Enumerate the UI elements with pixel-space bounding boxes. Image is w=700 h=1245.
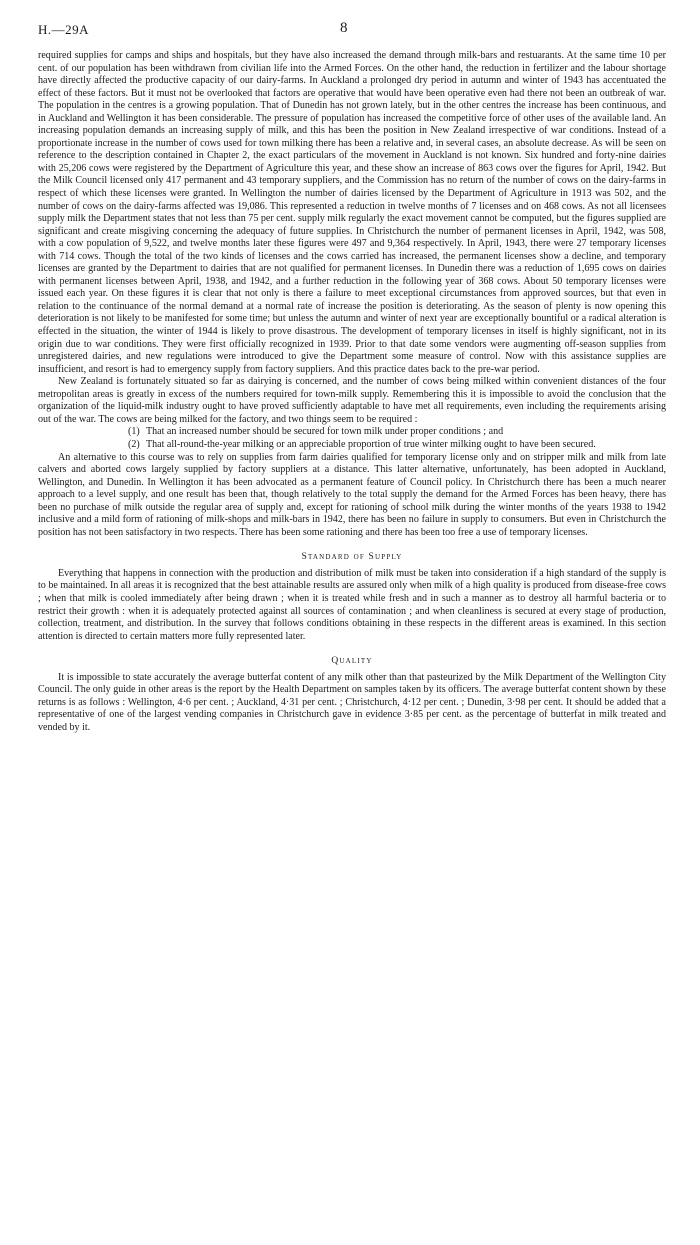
list-text: That all-round-the-year milking or an appreciable proportion of true winter milking ought to have been secured. [146,438,596,450]
requirement-item [38,426,666,439]
paragraph: Everything that happens in connection with the production and distribution of milk must be taken into consideration if a high standard of the supply is to be maintained. In all areas it is recognized that the best attainable results are assured only when milk of a high quality is produced from disease-free cows ; when that milk is cooled immediately after being drawn ; when it is treated while fresh and in such a manner as to destroy all harmful bacteria or to restrict their growth : when it is adequately protected against all sources of contamination ; and when cleanliness is secured at every stage of production, collection, treatment, and distribution. In the survey that follows conditions obtaining in these respects in the different areas is examined. In this section attention is directed to certain matters more fully represented later. [38,567,666,642]
paragraph: It is impossible to state accurately the average butterfat content of any milk other than that pasteurized by the Milk Department of the Wellington City Council. The only guide in other areas is the report by the Health Department on samples taken by its officers. The average butterfat content shown by these returns is as follows : Wellington, 4·6 per cent. ; Auckland, 4·31 per cent. ; Christchurch, 4·12 per cent. ; Dunedin, 3·98 per cent. It should be added that a representative of one of the largest vending companies in Christchurch gave in evidence 3·85 per cent. as the percentage of butterfat in milk treated and vended by it. [38,671,666,733]
document-reference: H.—29A [38,22,90,37]
paragraph: New Zealand is fortunately situated so far as dairying is concerned, and the number of cows being milked within convenient distances of the four metropolitan areas is greatly in excess of the numbers required for town-milk supply. Remembering this it is impossible to avoid the conclusion that the organization of the liquid-milk industry ought to have proved sufficiently adaptable to have met all requirements, even including the requirements arising out of the war. The cows are being milked for the factory, and two things seem to be required : [38,376,666,425]
section-heading-quality: Quality [331,656,373,667]
page-header [38,20,666,50]
document-body [38,50,666,734]
list-text: That an increased number should be secured for town milk under proper conditions ; and [146,426,504,438]
list-number: (1) [128,426,140,438]
document-page [38,20,666,734]
paragraph: An alternative to this course was to rely on supplies from farm dairies qualified for temporary license only and on stripper milk and milk from late calvers and aborted cows largely supplied by factory suppliers at a distance. This latter alternative, unfortunately, has been adopted in Auckland, Wellington, and Dunedin. In Wellington it has been advocated as a permanent feature of Council policy. In Christchurch there has been a much nearer approach to a level supply, and one result has been that, though relatively to the total supply the demand for the Armed Forces has been heavy, there has been no purchase of milk outside the regular area of supply and, except for rationing of school milk during the winter months of the years 1938 to 1942 inclusive and a mild form of rationing of milk-shops and milk-bars in 1942, there has been no failure in supply to consumers. But even in Christchurch the position has not been satisfactory in two respects. There has been some rationing and there has been too free a use of temporary licenses. [38,451,666,538]
requirements-list [38,426,666,451]
paragraph-continued: required supplies for camps and ships and hospitals, but they have also increased the demand through milk-bars and restuarants. At the same time 10 per cent. of our population has been withdrawn from civilian life into the Armed Forces. On the other hand, the reduction in fertilizer and the labour shortage have directly affected the productive capacity of our dairy-farms. In Auckland a prolonged dry period in autumn and winter of 1943 has accentuated the effect of these factors. But it must not be overlooked that factors are operative that would have been operative even had there not been an outbreak of war. The population in the centres is a growing population. That of Dunedin has not grown lately, but in the other centres the increase has been continuous, and in Auckland and Wellington it has been considerable. The pressure of population has increased the competitive force of other uses of the available land. An increasing population demands an increasing supply of milk, and this has been the position in New Zealand irrespective of war conditions. Instead of a proportionate increase in the number of cows used for town milking there has been a relative and, in several cases, an absolute decrease. As will be seen on reference to the description contained in Chapter 2, the exact particulars of the movement in Auckland is not known. Six hundred and forty-nine dairies with 25,206 cows were registered by the Department of Agriculture this year, and these show an increase of 863 cows over the figures for April, 1942. But the Milk Council licensed only 417 permanent and 43 temporary suppliers, and the Commission has no return of the number of cows on the dairy-farms in respect of which these licenses were granted. In Wellington the number of dairies licensed by the Department of Agriculture in 1913 was 502, and the number of cows on the dairy-farms affected was 19,086. This represented a reduction in twelve months of 7 licenses and on 468 cows. As not all licensees supply milk the Department states that not less than 75 per cent. supply milk regularly the exact movement cannot be computed, but the figures supplied are significant and create misgiving concerning the adequacy of future supplies. In Christchurch the number of permanent licenses in April, 1942, was 508, with a cow population of 9,522, and twelve months later these figures were 497 and 9,364 respectively. In April, 1943, there were 27 temporary licenses with 714 cows. Though the total of the two kinds of licenses and the cows carried has increased, the permanent licenses show a decline, and temporary licenses are granted by the Department to dairies that are not qualified for permanent licenses. In Dunedin there was a reduction of 1,695 cows on dairies with permanent licenses between April, 1938, and 1942, and a further reduction in the following year of 368 cows. About 50 temporary licenses were issued each year. On these figures it is clear that not only is there a failure to meet exceptional circumstances from approved sources, but that even in relation to the continuance of the normal demand at a normal rate of increase the position is deteriorating. As the season of plenty is now opening this deterioration is not likely to be manifested for some time; but unless the autumn and winter of next year are exceptionally bountiful or a radical alteration is effected in the situation, the winter of 1944 is likely to prove disastrous. The development of temporary licenses in itself is highly significant, not in its origin due to war conditions. They were first officially recognized in 1939. Prior to that date some vendors were augmenting off-season supplies from unregistered dairies, and new regulations were introduced to give the Department some measure of control. Now with this assistance supplies are insufficient, and resort is had to emergency supply from factory suppliers. And this practice dates back to the pre-war period. [38,50,666,375]
requirement-item [38,439,666,452]
page-number: 8 [340,20,348,36]
list-number: (2) [128,438,140,450]
section-heading-standard-of-supply: Standard of Supply [301,552,403,563]
